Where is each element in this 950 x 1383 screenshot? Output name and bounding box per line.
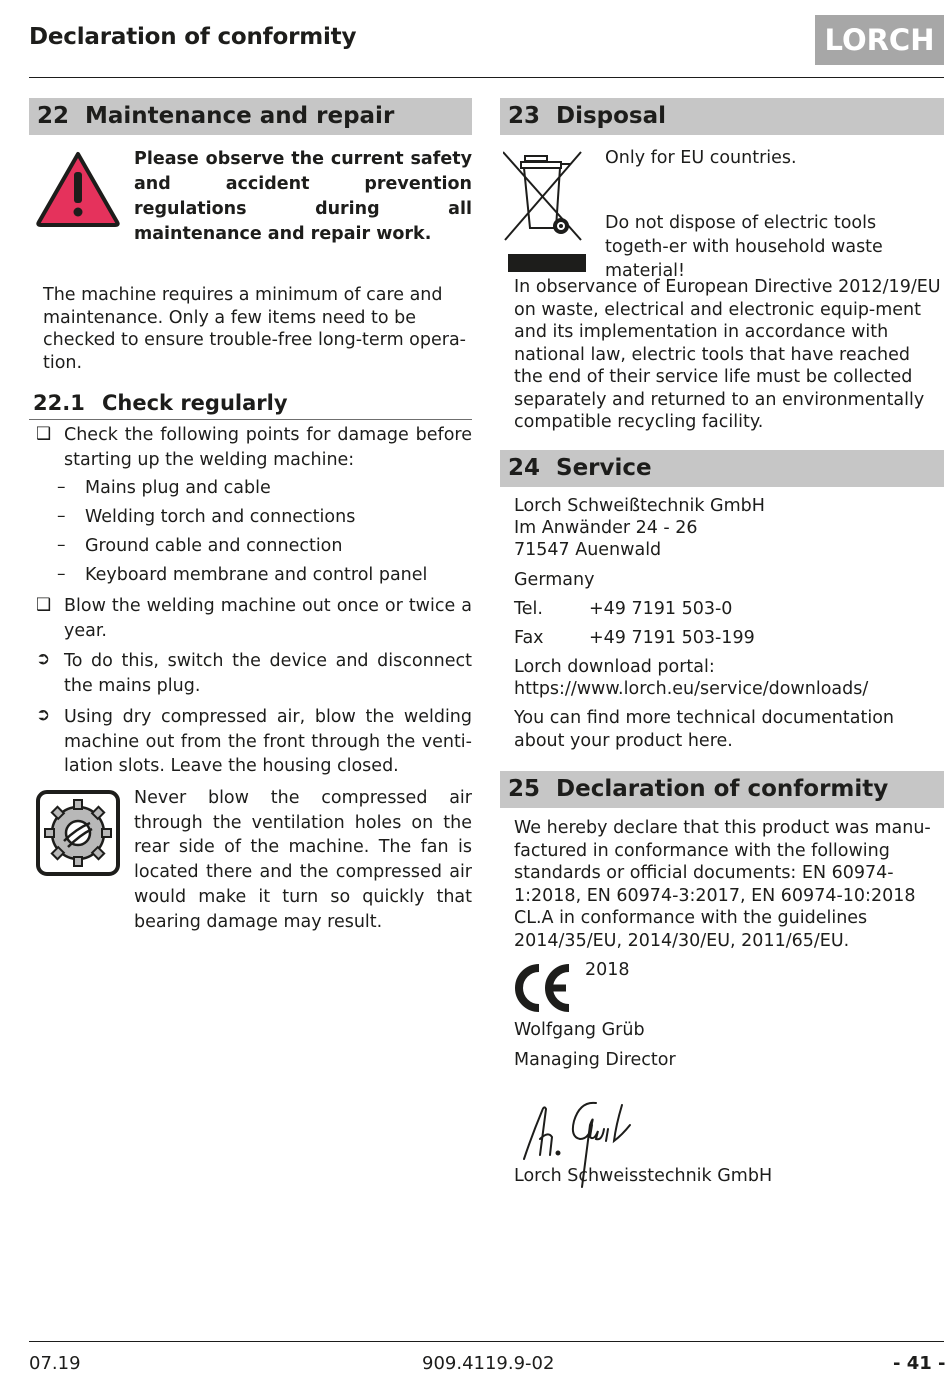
maintenance-intro: The machine requires a minimum of care and maintenance. Only a few items need to be checked to ensure trouble-free long-term opera-tion. (43, 285, 466, 373)
subsection-number: 22.1 (33, 391, 85, 415)
lorch-logo: LORCH (815, 15, 944, 65)
tel-label: Tel. (514, 599, 543, 619)
step-compressed-air: Using dry compressed air, blow the welding machine out from the front through the venti-lation slots. Leave the housing closed. (64, 707, 472, 776)
crossed-out-wheelie-bin-icon (503, 148, 589, 274)
dash-bullet: – (57, 477, 66, 497)
warning-text: Please observe the current safety and accident prevention regulations during all maintenance and repair work. (134, 149, 472, 244)
service-city: 71547 Auenwald (514, 540, 662, 560)
conformity-text: We hereby declare that this product was manu-factured in conformance with the following standards or official documents: EN 60974-1:2018, EN 60974-3:2017, EN 60974-10:2018 CL.A in conformance with the guidelines 2014/35/EU, 2014/30/EU, 2011/65/EU. (514, 818, 931, 951)
more-docs-text: You can find more technical documentation about your product here. (514, 708, 895, 751)
dash-item-welding-torch: Welding torch and connections (85, 507, 356, 527)
dash-item-mains-plug: Mains plug and cable (85, 478, 271, 498)
section-23-header (500, 98, 944, 135)
dash-bullet: – (57, 564, 66, 584)
warning-triangle-icon (35, 150, 121, 228)
company-signature-line: Lorch Schweisstechnik GmbH (514, 1166, 773, 1186)
section-25-header (500, 771, 944, 808)
checkbox-icon: ❑ (36, 595, 52, 615)
step-switch-off: To do this, switch the device and disconnect the mains plug. (64, 651, 472, 696)
do-not-dispose-text: Do not dispose of electric tools togeth-er with household waste material! (605, 213, 883, 281)
fax-label: Fax (514, 628, 544, 648)
note-rear-ventilation: Never blow the compressed air through the ventilation holes on the rear side of the machine. The fan is located there and the compressed air would make it turn so quickly that bearing damage may result. (134, 788, 472, 932)
check-item-damage: Check the following points for damage before starting up the welding machine: (64, 425, 472, 470)
section-number: 23 (508, 103, 541, 129)
checkbox-icon: ❑ (36, 424, 52, 444)
fax-value: +49 7191 503-199 (589, 628, 755, 648)
section-title: Declaration of conformity (556, 776, 889, 802)
service-street: Im Anwänder 24 - 26 (514, 518, 698, 538)
service-country: Germany (514, 570, 595, 590)
service-company: Lorch Schweißtechnik GmbH (514, 496, 765, 516)
check-item-blow-out: Blow the welding machine out once or twice a year. (64, 596, 472, 641)
section-number: 25 (508, 776, 541, 802)
subsection-title: Check regularly (102, 391, 288, 415)
dash-bullet: – (57, 535, 66, 555)
dash-item-ground-cable: Ground cable and connection (85, 536, 343, 556)
section-title: Service (556, 455, 652, 481)
section-title: Disposal (556, 103, 667, 129)
portal-label: Lorch download portal: (514, 657, 715, 677)
signer-role: Managing Director (514, 1050, 676, 1070)
tel-value: +49 7191 503-0 (589, 599, 733, 619)
section-22-header (29, 98, 472, 135)
section-title: Maintenance and repair (85, 103, 395, 129)
ce-mark (514, 962, 574, 1014)
page-header-title: Declaration of conformity (29, 24, 357, 50)
dash-bullet: – (57, 506, 66, 526)
subsection-22-1-heading (33, 391, 288, 415)
action-arrow-icon: ➲ (36, 649, 51, 669)
footer-page-number: - 41 - (893, 1353, 946, 1374)
gear-note-icon (36, 790, 120, 876)
ce-year: 2018 (585, 960, 630, 980)
header-rule (29, 77, 944, 78)
signer-name: Wolfgang Grüb (514, 1020, 645, 1040)
section-number: 22 (37, 103, 70, 129)
action-arrow-icon: ➲ (36, 705, 51, 725)
subsection-rule (29, 419, 472, 420)
footer-doc-number: 909.4119.9-02 (422, 1353, 555, 1374)
dash-item-keyboard: Keyboard membrane and control panel (85, 565, 428, 585)
footer-rule (29, 1341, 944, 1342)
eu-only-text: Only for EU countries. (605, 148, 797, 168)
section-24-header (500, 450, 944, 487)
section-number: 24 (508, 455, 541, 481)
footer-date: 07.19 (29, 1353, 81, 1374)
portal-url-link[interactable]: https://www.lorch.eu/service/downloads/ (514, 679, 869, 699)
eu-directive-text: In observance of European Directive 2012/19/EU on waste, electrical and electronic equip-ment and its implementation in accordance with national law, electric tools that have reached the end of their service life must be collected separately and returned to an environmentally compatible recycling facility. (514, 277, 941, 432)
